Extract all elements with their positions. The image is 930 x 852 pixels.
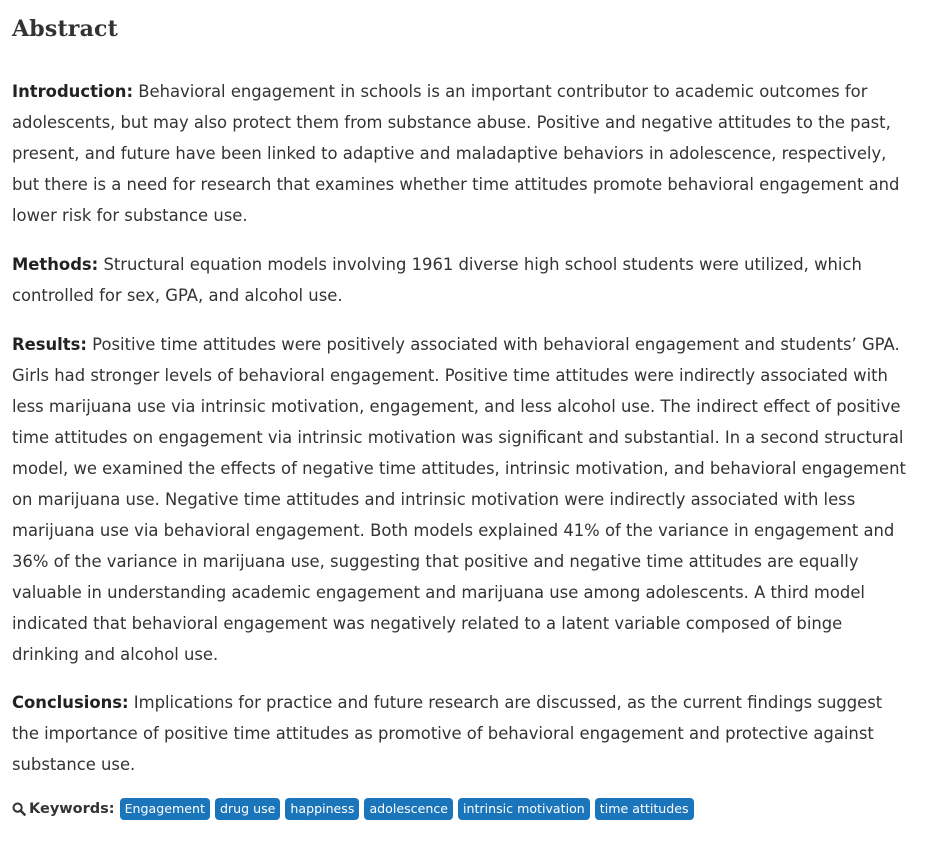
- keyword-tag-drug-use[interactable]: drug use: [215, 798, 280, 820]
- keyword-tag-intrinsic-motivation[interactable]: intrinsic motivation: [458, 798, 590, 820]
- methods-label: Methods:: [12, 255, 99, 274]
- methods-text: Structural equation models involving 1961 diverse high school students were utilized, which controlled for sex, GPA, and alcohol use.: [12, 255, 862, 305]
- abstract-heading: Abstract: [12, 16, 119, 42]
- conclusions-label: Conclusions:: [12, 693, 129, 712]
- keyword-list: [120, 798, 694, 820]
- results-text: Positive time attitudes were positively associated with behavioral engagement and students’ GPA. Girls had stronger levels of behavioral engagement. Positive time attitudes were indirectly associated with less marijuana use via intrinsic motivation, engagement, and less alcohol use. The indirect effect of positive time attitudes on engagement via intrinsic motivation was significant and substantial. In a second structural model, we examined the effects of negative time attitudes, intrinsic motivation, and behavioral engagement on marijuana use. Negative time attitudes and intrinsic motivation were indirectly associated with less marijuana use via behavioral engagement. Both models explained 41% of the variance in engagement and 36% of the variance in marijuana use, suggesting that positive and negative time attitudes are equally valuable in understanding academic engagement and marijuana use among adolescents. A third model indicated that behavioral engagement was negatively related to a latent variable composed of binge drinking and alcohol use.: [12, 335, 906, 664]
- keywords-title: [12, 801, 115, 817]
- conclusions-section: [12, 687, 912, 780]
- keyword-tag-adolescence[interactable]: adolescence: [364, 798, 453, 820]
- conclusions-text: Implications for practice and future research are discussed, as the current findings suggest the importance of positive time attitudes as promotive of behavioral engagement and protective against substance use.: [12, 693, 883, 774]
- keyword-tag-time-attitudes[interactable]: time attitudes: [595, 798, 694, 820]
- results-section: [12, 329, 912, 670]
- search-icon: [12, 802, 29, 816]
- keyword-tag-happiness[interactable]: happiness: [285, 798, 359, 820]
- keywords-label: Keywords:: [29, 801, 115, 817]
- keyword-tag-engagement[interactable]: Engagement: [120, 798, 210, 820]
- introduction-text: Behavioral engagement in schools is an important contributor to academic outcomes for adolescents, but may also protect them from substance abuse. Positive and negative attitudes to the past, present, and future have been linked to adaptive and maladaptive behaviors in adolescence, respectively, but there is a need for research that examines whether time attitudes promote behavioral engagement and lower risk for substance use.: [12, 82, 900, 225]
- results-label: Results:: [12, 335, 87, 354]
- keywords-row: [12, 797, 912, 821]
- introduction-label: Introduction:: [12, 82, 134, 101]
- methods-section: [12, 249, 912, 311]
- introduction-section: [12, 76, 912, 231]
